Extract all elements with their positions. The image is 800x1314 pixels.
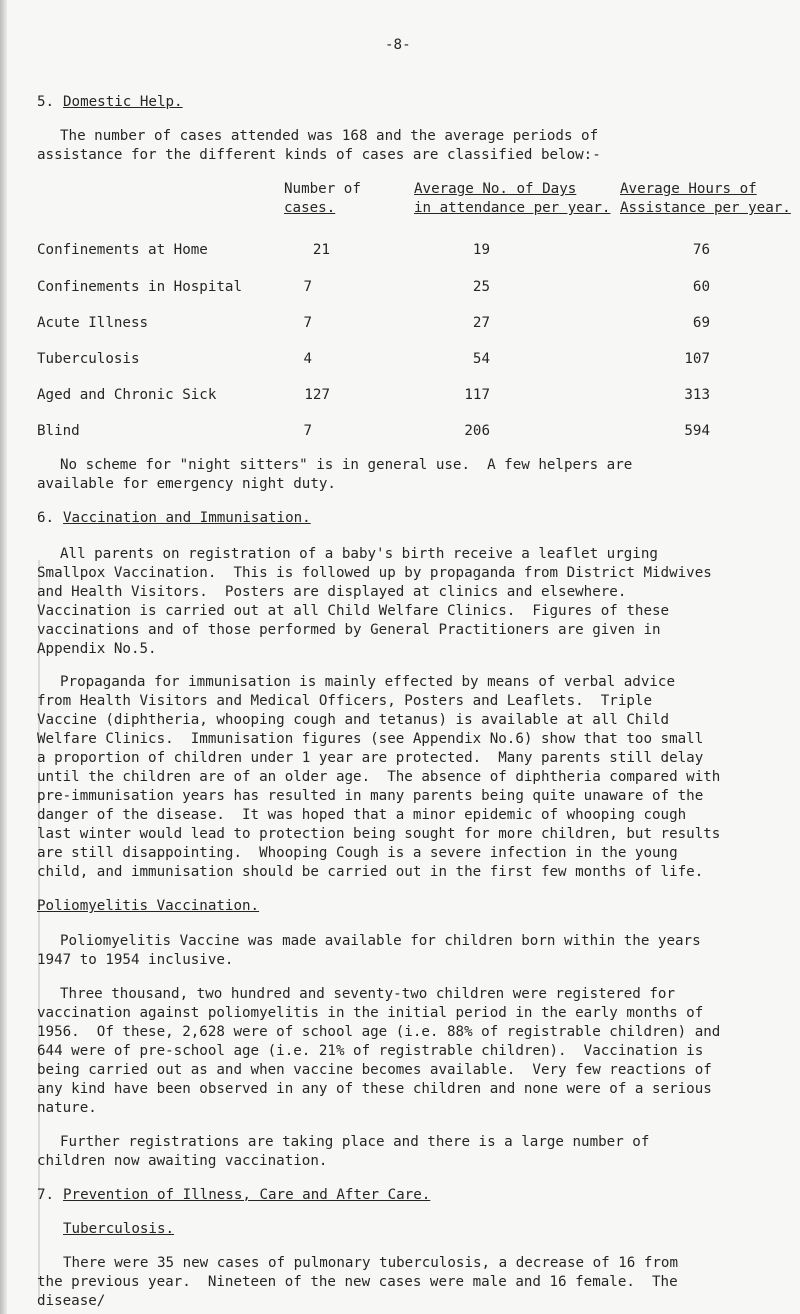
section-7-heading: Prevention of Illness, Care and After Care. — [63, 1187, 431, 1203]
cell-hours: 76 — [692, 242, 710, 258]
paragraph-line: are still disappointing. Whooping Cough is a severe infection in the young — [37, 845, 678, 861]
paragraph-line: a proportion of children under 1 year are protected. Many parents still delay — [37, 750, 704, 766]
section-6-heading: Vaccination and Immunisation. — [63, 510, 311, 526]
cell-days: 206 — [464, 423, 490, 439]
paragraph-line: danger of the disease. It was hoped that a minor epidemic of whooping cough — [37, 807, 687, 823]
cell-cases: 127 — [304, 387, 330, 403]
paragraph-line: disease/ — [37, 1293, 106, 1309]
paragraph-line: nature. — [37, 1100, 97, 1116]
paragraph-line: vaccination against poliomyelitis in the initial period in the early months of — [37, 1005, 704, 1021]
cell-cases: 7 — [303, 279, 312, 295]
paragraph-line: Three thousand, two hundred and seventy-two children were registered for — [60, 986, 675, 1002]
section-6-number: 6. — [37, 510, 55, 526]
cell-days: 19 — [472, 242, 490, 258]
col-header-cases-l1: Number of — [284, 181, 361, 197]
paragraph-line: last winter would lead to protection being sought for more children, but results — [37, 826, 721, 842]
cell-hours: 69 — [692, 315, 710, 331]
paragraph-line: Vaccination is carried out at all Child Welfare Clinics. Figures of these — [37, 603, 670, 619]
paragraph-line: Appendix No.5. — [37, 641, 157, 657]
paragraph-line: vaccinations and of those performed by General Practitioners are given in — [37, 622, 661, 638]
cell-hours: 60 — [692, 279, 710, 295]
row-label: Blind — [37, 423, 80, 439]
row-label: Confinements at Home — [37, 242, 208, 258]
paragraph-line: children now awaiting vaccination. — [37, 1153, 328, 1169]
paragraph-line: Propaganda for immunisation is mainly effected by means of verbal advice — [60, 674, 675, 690]
col-header-days-l1: Average No. of Days — [414, 181, 577, 197]
paragraph-line: 644 were of pre-school age (i.e. 21% of registrable children). Vaccination is — [37, 1043, 704, 1059]
paragraph-line: 1956. Of these, 2,628 were of school age (i.e. 88% of registrable children) and — [37, 1024, 721, 1040]
paragraph-line: any kind have been observed in any of these children and none were of a serious — [37, 1081, 712, 1097]
paragraph-line: Vaccine (diphtheria, whooping cough and tetanus) is available at all Child — [37, 712, 670, 728]
paragraph-line: until the children are of an older age. The absence of diphtheria compared with — [37, 769, 721, 785]
paragraph-line: 1947 to 1954 inclusive. — [37, 952, 234, 968]
paragraph-line: There were 35 new cases of pulmonary tuberculosis, a decrease of 16 from — [63, 1255, 678, 1271]
paragraph-line: and Health Visitors. Posters are displayed at clinics and elsewhere. — [37, 584, 627, 600]
cell-days: 25 — [472, 279, 490, 295]
intro-line: The number of cases attended was 168 and the average periods of — [60, 128, 599, 144]
col-header-days-l2: in attendance per year. — [414, 200, 611, 216]
note-line: available for emergency night duty. — [37, 476, 336, 492]
paragraph-line: the previous year. Nineteen of the new cases were male and 16 female. The — [37, 1274, 678, 1290]
cell-days: 117 — [464, 387, 490, 403]
cell-cases: 4 — [303, 351, 312, 367]
paragraph-line: pre-immunisation years has resulted in many parents being quite unaware of the — [37, 788, 704, 804]
paragraph-line: All parents on registration of a baby's birth receive a leaflet urging — [60, 546, 658, 562]
row-label: Tuberculosis — [37, 351, 140, 367]
section-5-number: 5. — [37, 94, 55, 110]
col-header-cases-l2: cases. — [284, 200, 336, 216]
col-header-hours-l1: Average Hours of — [620, 181, 757, 197]
section-7-number: 7. — [37, 1187, 55, 1203]
col-header-hours-l2: Assistance per year. — [620, 200, 791, 216]
note-line: No scheme for "night sitters" is in general use. A few helpers are — [60, 457, 633, 473]
cell-hours: 107 — [684, 351, 710, 367]
cell-days: 27 — [472, 315, 490, 331]
paragraph-line: Further registrations are taking place and there is a large number of — [60, 1134, 650, 1150]
tuberculosis-heading: Tuberculosis. — [63, 1221, 175, 1237]
cell-cases: 21 — [312, 242, 330, 258]
paragraph-line: Smallpox Vaccination. This is followed up by propaganda from District Midwives — [37, 565, 712, 581]
cell-hours: 594 — [684, 423, 710, 439]
row-label: Acute Illness — [37, 315, 149, 331]
polio-heading: Poliomyelitis Vaccination. — [37, 898, 260, 914]
paragraph-line: being carried out as and when vaccine becomes available. Very few reactions of — [37, 1062, 712, 1078]
intro-line: assistance for the different kinds of cases are classified below:- — [37, 147, 601, 163]
cell-hours: 313 — [684, 387, 710, 403]
paragraph-line: Poliomyelitis Vaccine was made available for children born within the years — [60, 933, 701, 949]
paragraph-line: Welfare Clinics. Immunisation figures (see Appendix No.6) show that too small — [37, 731, 704, 747]
row-label: Confinements in Hospital — [37, 279, 242, 295]
section-5-heading: Domestic Help. — [63, 94, 183, 110]
page-number: -8- — [385, 37, 411, 53]
paragraph-line: from Health Visitors and Medical Officers, Posters and Leaflets. Triple — [37, 693, 652, 709]
cell-cases: 7 — [303, 423, 312, 439]
cell-cases: 7 — [303, 315, 312, 331]
paragraph-line: child, and immunisation should be carried out in the first few months of life. — [37, 864, 704, 880]
cell-days: 54 — [472, 351, 490, 367]
page-edge-shadow — [0, 0, 7, 1314]
row-label: Aged and Chronic Sick — [37, 387, 217, 403]
